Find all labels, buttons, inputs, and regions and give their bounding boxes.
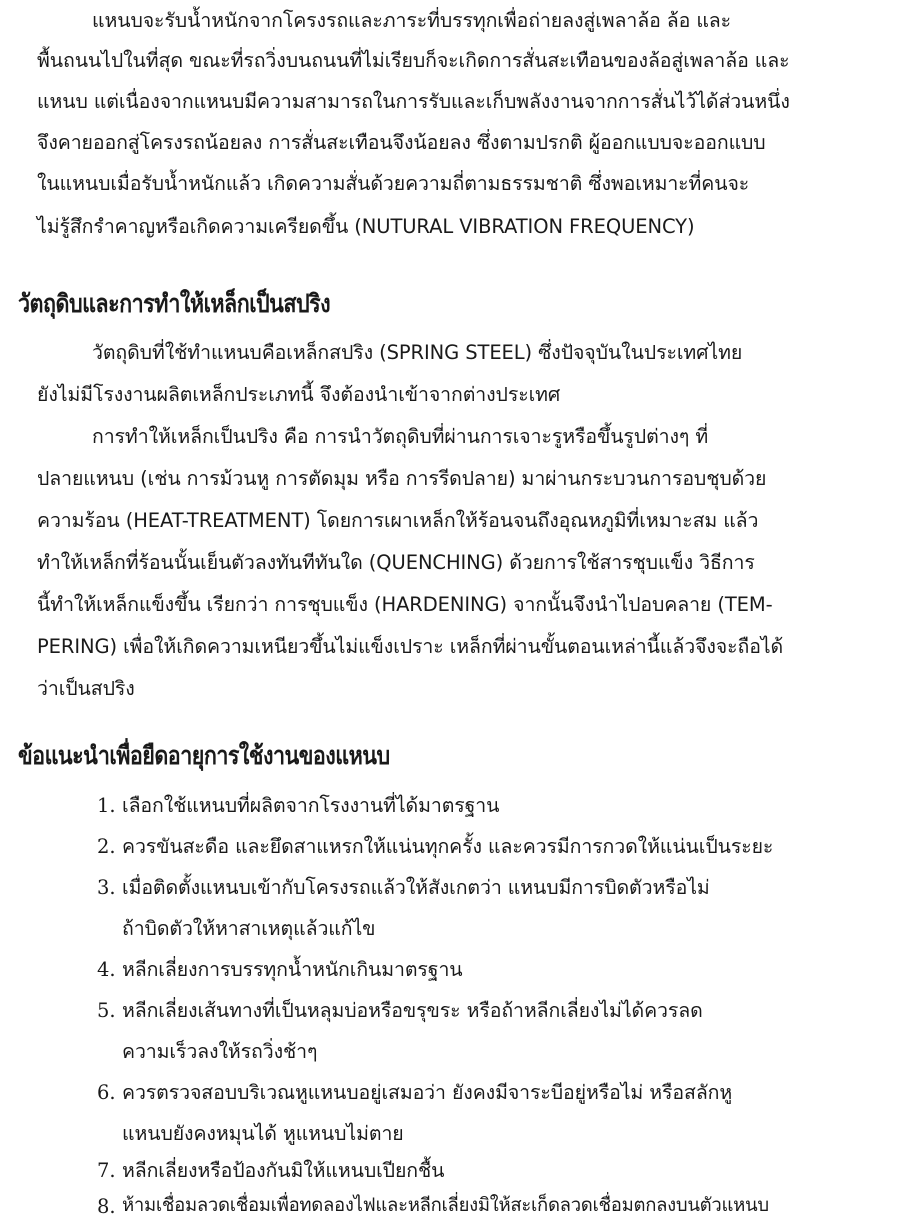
list-item-number: 1. [97,794,116,817]
intro-line: ไม่รู้สึกรำคาญหรือเกิดความเครียดขึ้น (NUTURAL VIBRATION FREQUENCY) [37,215,695,238]
list-item: เลือกใช้แหนบที่ผลิตจากโรงงานที่ได้มาตรฐาน [122,794,500,817]
intro-line: จึงคายออกสู่โครงรถน้อยลง การสั่นสะเทือนจึงน้อยลง ซึ่งตามปรกติ ผู้ออกแบบจะออกแบบ [37,131,766,154]
list-item-continuation: ความเร็วลงให้รถวิ่งช้าๆ [122,1040,318,1063]
section-heading-materials: วัตถุดิบและการทำให้เหล็กเป็นสปริง [18,289,331,318]
paragraph-line: PERING) เพื่อให้เกิดความเหนียวขึ้นไม่แข็งเปราะ เหล็กที่ผ่านขั้นตอนเหล่านี้แล้วจึงจะถือได้ [37,635,784,658]
intro-line: แหนบจะรับน้ำหนักจากโครงรถและภาระที่บรรทุกเพื่อถ่ายลงสู่เพลาล้อ ล้อ และ [92,9,732,32]
list-item-number: 3. [97,876,116,899]
list-item: เมื่อติดตั้งแหนบเข้ากับโครงรถแล้วให้สังเกตว่า แหนบมีการบิดตัวหรือไม่ [122,876,710,899]
paragraph-line: ความร้อน (HEAT-TREATMENT) โดยการเผาเหล็กให้ร้อนจนถึงอุณหภูมิที่เหมาะสม แล้ว [37,509,759,532]
list-item-number: 5. [97,999,116,1022]
list-item: ห้ามเชื่อมลวดเชื่อมเพื่อทดลองไฟและหลีกเลี่ยงมิให้สะเก็ดลวดเชื่อมตกลงบนตัวแหนบ [122,1195,769,1216]
paragraph-line: ทำให้เหล็กที่ร้อนนั้นเย็นตัวลงทันทีทันใด (QUENCHING) ด้วยการใช้สารชุบแข็ง วิธีการ [37,551,755,574]
list-item-continuation: ถ้าบิดตัวให้หาสาเหตุแล้วแก้ไข [122,917,376,940]
paragraph-line: ปลายแหนบ (เช่น การม้วนหู การตัดมุม หรือ การรีดปลาย) มาผ่านกระบวนการอบชุบด้วย [37,467,767,490]
list-item-number: 2. [97,835,116,858]
list-item: ควรขันสะดือ และยึดสาแหรกให้แน่นทุกครั้ง และควรมีการกวดให้แน่นเป็นระยะ [122,835,774,858]
list-item-number: 6. [97,1081,116,1104]
paragraph-line: การทำให้เหล็กเป็นปริง คือ การนำวัตถุดิบที่ผ่านการเจาะรูหรือขึ้นรูปต่างๆ ที่ [92,425,709,448]
list-item-number: 4. [97,958,116,981]
paragraph-line: ว่าเป็นสปริง [37,677,135,700]
intro-line: พื้นถนนไปในที่สุด ขณะที่รถวิ่งบนถนนที่ไม่เรียบก็จะเกิดการสั่นสะเทือนของล้อสู่เพลาล้อ และ [37,49,790,72]
intro-line: แหนบ แต่เนื่องจากแหนบมีความสามารถในการรับและเก็บพลังงานจากการสั่นไว้ได้ส่วนหนึ่ง [37,90,790,113]
paragraph-line: ยังไม่มีโรงงานผลิตเหล็กประเภทนี้ จึงต้องนำเข้าจากต่างประเทศ [37,383,561,406]
list-item-continuation: แหนบยังคงหมุนได้ หูแหนบไม่ตาย [122,1122,404,1145]
intro-line: ในแหนบเมื่อรับน้ำหนักแล้ว เกิดความสั่นด้วยความถี่ตามธรรมชาติ ซึ่งพอเหมาะที่คนจะ [37,172,750,195]
paragraph-line: วัตถุดิบที่ใช้ทำแหนบคือเหล็กสปริง (SPRING STEEL) ซึ่งปัจจุบันในประเทศไทย [92,341,743,364]
section-heading-tips: ข้อแนะนำเพื่อยืดอายุการใช้งานของแหนบ [18,741,390,770]
list-item: หลีกเลี่ยงการบรรทุกน้ำหนักเกินมาตรฐาน [122,958,463,981]
list-item: หลีกเลี่ยงเส้นทางที่เป็นหลุมบ่อหรือขรุขระ หรือถ้าหลีกเลี่ยงไม่ได้ควรลด [122,999,703,1022]
list-item: ควรตรวจสอบบริเวณหูแหนบอยู่เสมอว่า ยังคงมีจาระบีอยู่หรือไม่ หรือสลักหู [122,1081,733,1104]
list-item-number: 8. [97,1195,116,1218]
list-item-number: 7. [97,1159,116,1182]
paragraph-line: นี้ทำให้เหล็กแข็งขึ้น เรียกว่า การชุบแข็ง (HARDENING) จากนั้นจึงนำไปอบคลาย (TEM- [37,593,773,616]
list-item: หลีกเลี่ยงหรือป้องกันมิให้แหนบเปียกชื้น [122,1159,445,1182]
